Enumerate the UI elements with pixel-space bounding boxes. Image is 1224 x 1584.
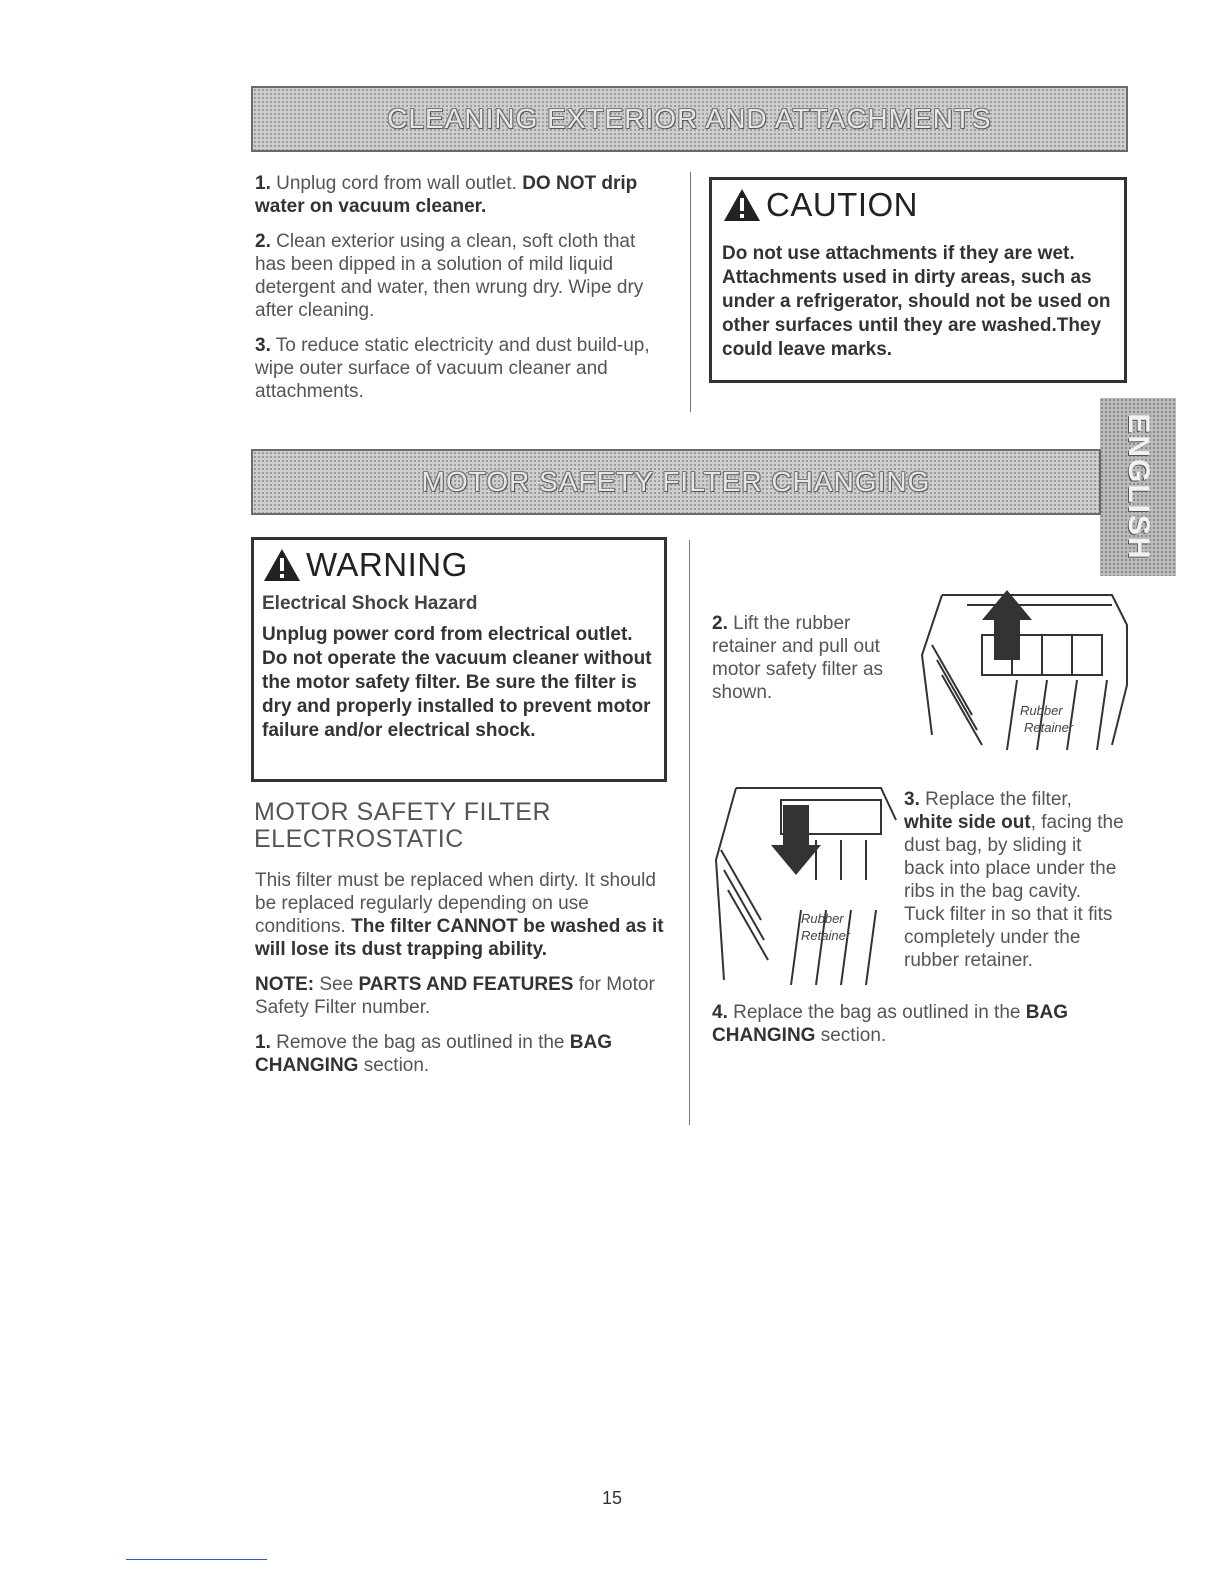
language-tab-label: ENGLISH [1122, 413, 1155, 561]
filter-step-4: 4. Replace the bag as outlined in the BAG CHANGING section. [712, 1002, 1068, 1046]
section-banner-motor-filter [251, 449, 1101, 515]
footer-rule [126, 1559, 267, 1560]
figure-label-rubber: Rubber [1020, 703, 1063, 718]
caution-box [709, 177, 1127, 383]
filter-step-2: 2. Lift the rubber retainer and pull out motor safety filter as shown. [712, 613, 884, 703]
warning-subtitle: Electrical Shock Hazard [262, 593, 478, 614]
filter-instructions-left [255, 869, 665, 1089]
cleaning-step-1: 1. Unplug cord from wall outlet. DO NOT drip water on vacuum cleaner. [255, 173, 638, 217]
figure-label-retainer: Retainer [801, 928, 851, 943]
section-heading: CLEANING EXTERIOR AND ATTACHMENTS [387, 103, 992, 134]
page-number: 15 [601, 1488, 623, 1508]
filter-removal-figure [912, 565, 1130, 755]
column-divider [689, 540, 690, 1125]
cleaning-step-2: 2. Clean exterior using a clean, soft cloth that has been dipped in a solution of mild liquid detergent and water, then wrung dry. Wipe dry after cleaning. [255, 231, 644, 321]
warning-title: WARNING [306, 546, 468, 583]
language-tab [1100, 398, 1176, 576]
caution-text: Do not use attachments if they are wet. Attachments used in dirty areas, such as under a refrigerator, should not be used on other surfaces until they are washed.They could leave marks. [722, 243, 1111, 360]
filter-subheading: MOTOR SAFETY FILTER ELECTROSTATIC [254, 798, 552, 853]
figure-label-rubber: Rubber [801, 911, 844, 926]
column-divider [690, 172, 691, 412]
section-heading: MOTOR SAFETY FILTER CHANGING [421, 466, 931, 497]
warning-text: Unplug power cord from electrical outlet. Do not operate the vacuum cleaner without the motor safety filter. Be sure the filter is dry and properly installed to prevent motor failure and/or electrical shock. [262, 624, 652, 741]
section-banner-cleaning [251, 86, 1128, 152]
cleaning-step-3: 3. To reduce static electricity and dust build-up, wipe outer surface of vacuum cleaner and attachments. [255, 335, 650, 402]
cleaning-steps [255, 172, 665, 415]
caution-header [722, 186, 1114, 224]
filter-install-figure [706, 780, 900, 994]
filter-intro: This filter must be replaced when dirty. It should be replaced regularly depending on use conditions. The filter CANNOT be washed as it will lose its dust trapping ability. [255, 870, 664, 960]
filter-step-3: 3. Replace the filter, white side out, facing the dust bag, by sliding it back into place under the ribs in the bag cavity. Tuck filter in so that it fits completely under the rubber retainer. [904, 789, 1124, 971]
filter-step-1: 1. Remove the bag as outlined in the BAG CHANGING section. [255, 1032, 613, 1076]
filter-note: NOTE: See PARTS AND FEATURES for Motor Safety Filter number. [255, 974, 655, 1018]
caution-title: CAUTION [766, 186, 918, 223]
alert-triangle-icon [262, 547, 302, 583]
figure-label-retainer: Retainer [1024, 720, 1074, 735]
alert-triangle-icon [722, 187, 762, 223]
warning-box [251, 537, 667, 782]
warning-header [262, 546, 656, 584]
